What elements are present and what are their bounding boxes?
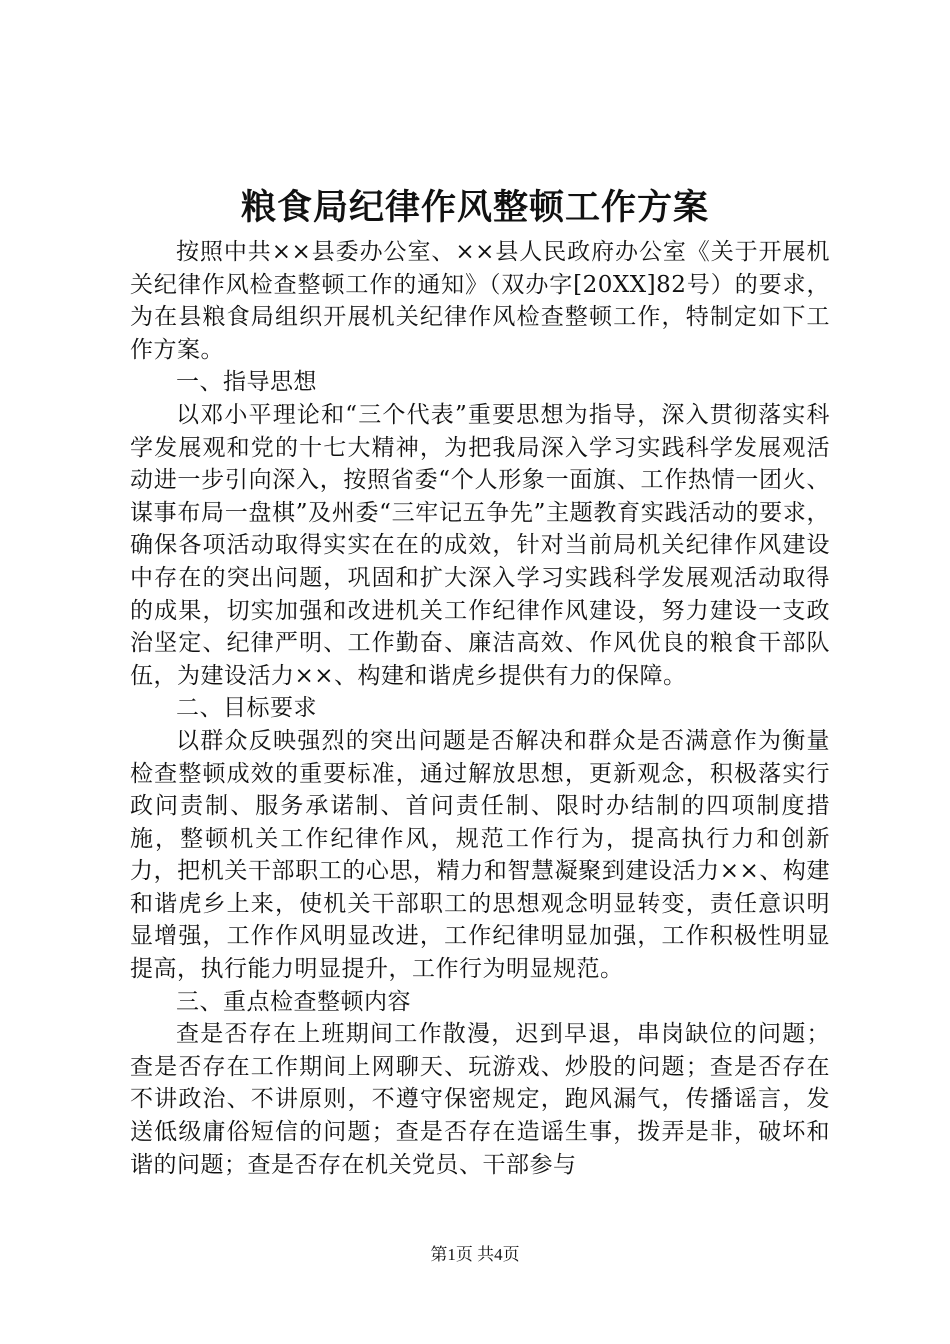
intro-paragraph: 按照中共××县委办公室、××县人民政府办公室《关于开展机关纪律作风检查整顿工作的通知》（双办字[20XX]82号）的要求，为在县粮食局组织开展机关纪律作风检查整顿工作，特制定如下工作方案。: [130, 239, 830, 363]
section-heading-key-content: 三、重点检查整顿内容: [176, 988, 411, 1015]
page-number-footer: 第1页 共4页: [430, 1245, 520, 1264]
document-title: 粮食局纪律作风整顿工作方案: [240, 187, 709, 228]
section-heading-guiding-thought: 一、指导思想: [176, 369, 317, 396]
key-content-paragraph: 查是否存在上班期间工作散漫，迟到早退，串岗缺位的问题；查是否存在工作期间上网聊天、玩游戏、炒股的问题；查是否存在不讲政治、不讲原则，不遵守保密规定，跑风漏气，传播谣言，发送低级庸俗短信的问题；查是否存在造谣生事，拨弄是非，破坏和谐的问题；查是否存在机关党员、干部参与: [130, 1021, 830, 1178]
document-body: [130, 236, 830, 1181]
goals-paragraph: 以群众反映强烈的突出问题是否解决和群众是否满意作为衡量检查整顿成效的重要标准，通过解放思想，更新观念，积极落实行政问责制、服务承诺制、首问责任制、限时办结制的四项制度措施，整顿机关工作纪律作风，规范工作行为，提高执行力和创新力，把机关干部职工的心思，精力和智慧凝聚到建设活力××、构建和谐虎乡上来，使机关干部职工的思想观念明显转变，责任意识明显增强，工作作风明显改进，工作纪律明显加强，工作积极性明显提高，执行能力明显提升，工作行为明显规范。: [130, 727, 830, 983]
guiding-thought-paragraph: 以邓小平理论和“三个代表”重要思想为指导，深入贯彻落实科学发展观和党的十七大精神，为把我局深入学习实践科学发展观活动进一步引向深入，按照省委“个人形象一面旗、工作热情一团火、谋事布局一盘棋”及州委“三牢记五争先”主题教育实践活动的要求，确保各项活动取得实实在在的成效，针对当前局机关纪律作风建设中存在的突出问题，巩固和扩大深入学习实践科学发展观活动取得的成果，切实加强和改进机关工作纪律作风建设，努力建设一支政治坚定、纪律严明、工作勤奋、廉洁高效、作风优良的粮食干部队伍，为建设活力××、构建和谐虎乡提供有力的保障。: [130, 401, 830, 689]
section-heading-goals: 二、目标要求: [176, 695, 317, 722]
